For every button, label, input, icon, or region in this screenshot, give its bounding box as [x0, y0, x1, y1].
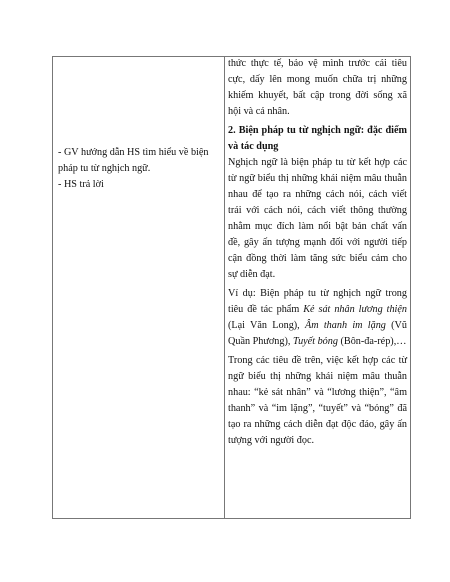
work-title-1: Kẻ sát nhân lương thiện [303, 304, 407, 315]
column-divider [224, 56, 225, 519]
work-author-1: (Lại Văn Long), [228, 320, 305, 331]
work-title-2: Âm thanh im lặng [305, 320, 386, 331]
student-response: - HS trả lời [58, 179, 104, 190]
conclusion-paragraph: Trong các tiêu đề trên, việc kết hợp các từ ngữ biểu thị những khái niệm mâu thuẫn nhau: “kẻ sát nhân” và “lương thiện”, “âm thanh” và “im lặng”, “tuyết” và “bỏng” đã tạo ra những cách diễn đạt độc đáo, gây ấn tượng với người đọc. [228, 355, 407, 446]
activity-cell [58, 145, 220, 193]
section-heading: 2. Biện pháp tu từ nghịch ngữ: đặc điểm và tác dụng [228, 125, 407, 152]
intro-paragraph: thức thực tế, bảo vệ mình trước cái tiêu cực, dấy lên mong muốn chữa trị những khiếm khuyết, bất cập trong đời sống xã hội và cá nhân. [228, 58, 407, 117]
definition-paragraph: Nghịch ngữ là biện pháp tu từ kết hợp các từ ngữ biểu thị những khái niệm mâu thuẫn nhau để tạo ra những cách nói, cách viết trái với cách nói, cách viết thông thường nhằm mục đích làm nổi bật bản chất vấn đề, gây ấn tượng mạnh đối với người tiếp cận đồng thời làm tăng sức biểu cảm cho sự diễn đạt. [228, 157, 407, 280]
content-cell [228, 56, 407, 449]
work-author-3: (Bôn-đa-rép),… [337, 336, 407, 347]
example-prefix: Ví dụ: Biện pháp tu từ nghịch ngữ trong tiêu đề tác phẩm [228, 288, 407, 315]
work-title-3: Tuyết bỏng [292, 336, 338, 347]
work-author-2: (Vũ Quần Phương), [228, 320, 407, 347]
example-paragraph [228, 286, 407, 350]
teacher-instruction: - GV hướng dẫn HS tìm hiểu về biện pháp tu từ nghịch ngữ. [58, 147, 209, 174]
